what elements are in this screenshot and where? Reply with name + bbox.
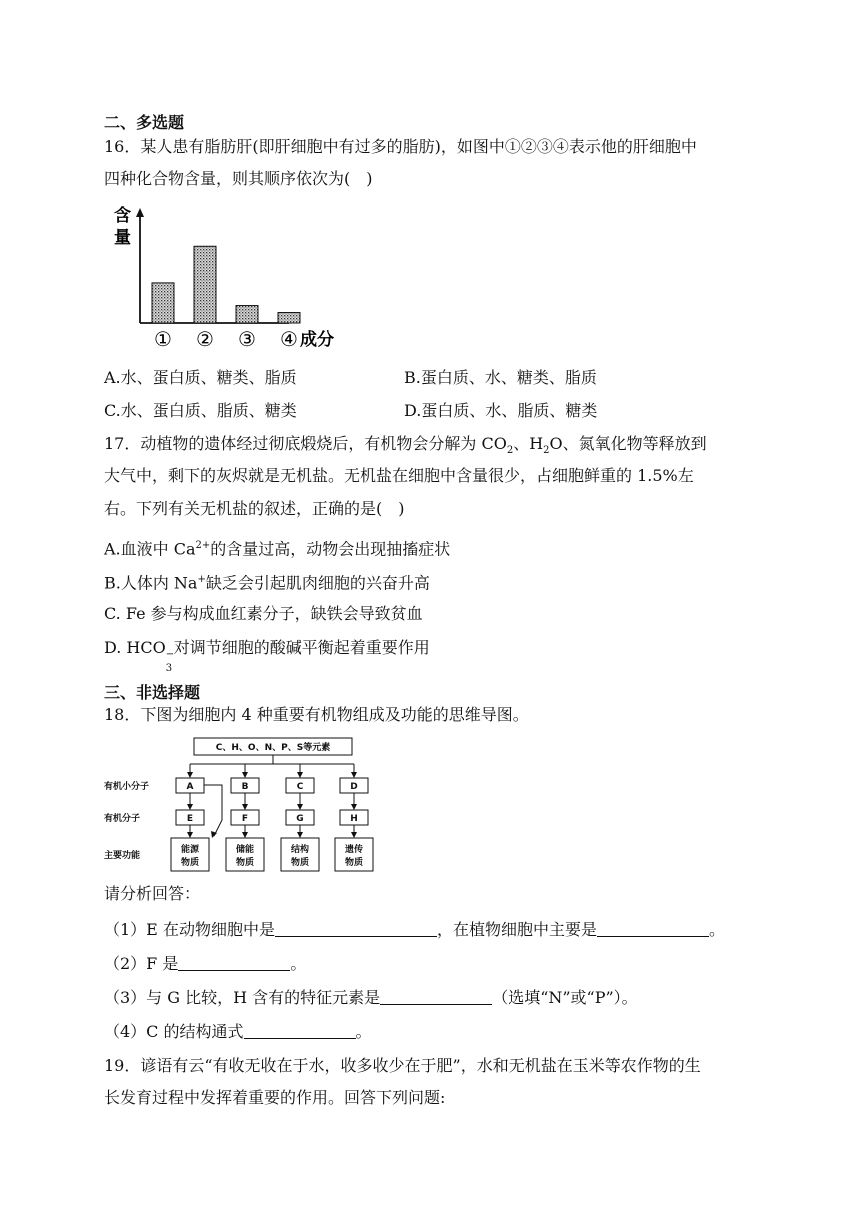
- q18-subq2: （2）F 是 。: [104, 954, 307, 973]
- diagram-row1-label: 有机小分子: [104, 782, 150, 792]
- q17-option-d: D. HCO − 3 对调节细胞的酸碱平衡起着重要作用: [104, 638, 430, 674]
- chart-tick-label: ③: [238, 327, 256, 351]
- q18-prompt: 请分析回答：: [104, 884, 201, 903]
- chart-bar: [278, 313, 300, 323]
- q18-subq3: （3）与 G 比较，H 含有的特征元素是 （选填“N”或“P”）。: [104, 988, 638, 1007]
- diagram-label-d: D: [350, 782, 358, 792]
- answer-blank-1a[interactable]: [275, 920, 437, 937]
- answer-blank-1b[interactable]: [597, 920, 709, 937]
- section-heading-nonchoice: 三、非选择题: [104, 683, 201, 702]
- chart-bar: [236, 306, 258, 323]
- chart-tick-label: ②: [196, 327, 214, 351]
- q18-subq4: （4）C 的结构通式 。: [104, 1022, 372, 1041]
- diagram-label-f: F: [241, 814, 249, 824]
- diagram-func2-line2: 物质: [235, 858, 255, 868]
- diagram-label-h: H: [350, 814, 358, 824]
- chart-xlabel: 成分: [300, 330, 334, 350]
- answer-blank-4[interactable]: [244, 1022, 356, 1039]
- diagram-func3-line2: 物质: [290, 858, 310, 868]
- diagram-func4-line1: 遗传: [344, 845, 364, 855]
- q16-option-b: B.蛋白质、水、糖类、脂质: [404, 368, 597, 387]
- q16-stem-line1: 16．某人患有脂肪肝(即肝细胞中有过多的脂肪)，如图中①②③④表示他的肝细胞中: [104, 137, 697, 156]
- q16-stem-line2: 四种化合物含量，则其顺序依次为( ): [104, 169, 373, 188]
- q17-option-a: A.血液中 $Ca^{2+}$的含量过高，动物会出现抽搐症状: [104, 539, 451, 559]
- q17-option-c: C. Fe 参与构成血红素分子，缺铁会导致贫血: [104, 604, 423, 623]
- diagram-func1-line1: 能源: [180, 845, 200, 855]
- diagram-label-g: G: [296, 814, 304, 824]
- diagram-func1-line2: 物质: [180, 858, 200, 868]
- q16-option-d: D.蛋白质、水、脂质、糖类: [404, 401, 598, 420]
- diagram-func4-line2: 物质: [344, 858, 364, 868]
- q17-option-b: B.人体内 Na+缺乏会引起肌肉细胞的兴奋升高: [104, 573, 430, 593]
- diagram-row2-label: 有机分子: [104, 814, 141, 824]
- y-axis-arrow-icon: [136, 208, 144, 217]
- q18-subq1: （1）E 在动物细胞中是 ，在植物细胞中主要是 。: [104, 920, 725, 939]
- diagram-func2-line1: 储能: [235, 845, 255, 855]
- diagram-row3-label: 主要功能: [104, 851, 141, 861]
- q16-option-a: A.水、蛋白质、糖类、脂质: [104, 368, 297, 387]
- q17-stem-line1: 17．动植物的遗体经过彻底煅烧后，有机物会分解为 $CO_2$、$H_2O$、氮氧化物等释放到: [104, 434, 707, 457]
- diagram-label-c: C: [296, 782, 304, 792]
- q16-bar-chart: [104, 198, 354, 356]
- q18-mind-map-diagram: [104, 734, 384, 876]
- chart-bar: [152, 283, 174, 323]
- section-heading-multi: 二、多选题: [104, 113, 185, 132]
- diagram-label-b: B: [241, 782, 249, 792]
- chart-ylabel-char1: 含: [114, 206, 131, 226]
- q18-intro: 18．下图为细胞内 4 种重要有机物组成及功能的思维导图。: [104, 705, 529, 724]
- chart-ylabel-char2: 量: [114, 228, 131, 248]
- answer-blank-3[interactable]: [380, 988, 492, 1005]
- diagram-top-text: C、H、O、N、P、S等元素: [215, 743, 331, 753]
- q17-stem-line2: 大气中，剩下的灰烬就是无机盐。无机盐在细胞中含量很少，占细胞鲜重的 1.5%左: [104, 466, 694, 485]
- q17-stem-line3: 右。下列有关无机盐的叙述，正确的是( ): [104, 499, 405, 518]
- diagram-label-a: A: [186, 782, 194, 792]
- diagram-func3-line1: 结构: [290, 845, 310, 855]
- answer-blank-2[interactable]: [178, 954, 290, 971]
- q19-stem-line1: 19．谚语有云“有收无收在于水，收多收少在于肥”，水和无机盐在玉米等农作物的生: [104, 1056, 701, 1075]
- diagram-label-e: E: [186, 814, 194, 824]
- chart-bar: [194, 246, 216, 323]
- q16-option-c: C.水、蛋白质、脂质、糖类: [104, 401, 297, 420]
- chart-tick-label: ④: [280, 327, 298, 351]
- chart-tick-label: ①: [154, 327, 172, 351]
- q19-stem-line2: 长发育过程中发挥着重要的作用。回答下列问题:: [104, 1088, 446, 1107]
